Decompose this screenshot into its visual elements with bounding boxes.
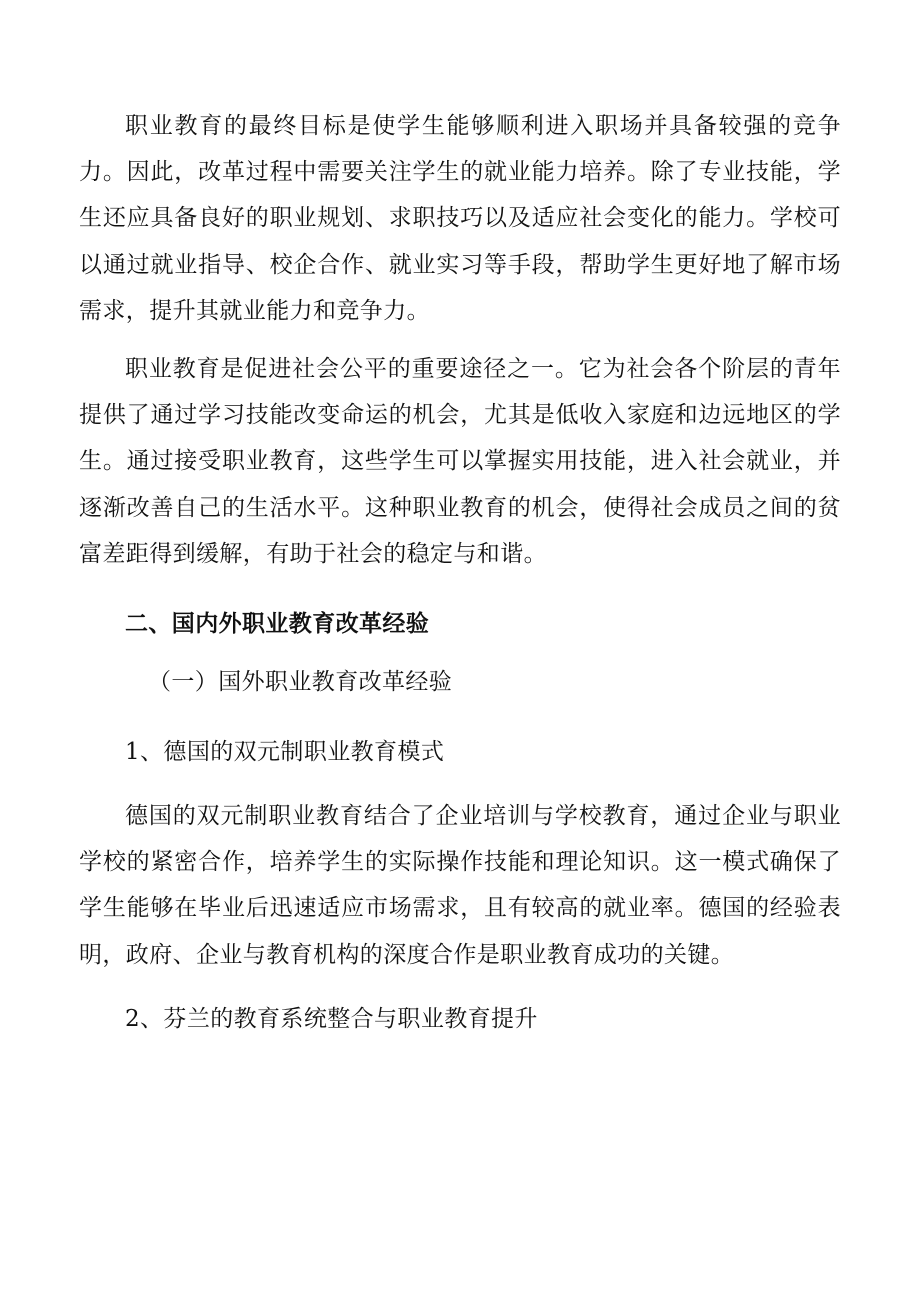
paragraph-germany-dual-system: 德国的双元制职业教育结合了企业培训与学校教育，通过企业与职业学校的紧密合作，培养学生的实际操作技能和理论知识。这一模式确保了学生能够在毕业后迅速适应市场需求，且有较高的就业率。德国的经验表明，政府、企业与教育机构的深度合作是职业教育成功的关键。 [79,803,841,968]
paragraph-social-equity: 职业教育是促进社会公平的重要途径之一。它为社会各个阶层的青年提供了通过学习技能改变命运的机会，尤其是低收入家庭和边远地区的学生。通过接受职业教育，这些学生可以掌握实用技能，进入社会就业，并逐渐改善自己的生活水平。这种职业教育的机会，使得社会成员之间的贫富差距得到缓解，有助于社会的稳定与和谐。 [79,356,841,567]
subsection-heading: （一）国外职业教育改革经验 [148,669,453,696]
section-heading: 二、国内外职业教育改革经验 [125,610,430,638]
item1-heading: 1、德国的双元制职业教育模式 [125,739,445,766]
item2-heading: 2、芬兰的教育系统整合与职业教育提升 [125,1005,538,1032]
document-body [79,103,841,1048]
paragraph-employment-ability: 职业教育的最终目标是使学生能够顺利进入职场并具备较强的竞争力。因此，改革过程中需要关注学生的就业能力培养。除了专业技能，学生还应具备良好的职业规划、求职技巧以及适应社会变化的能力。学校可以通过就业指导、校企合作、就业实习等手段，帮助学生更好地了解市场需求，提升其就业能力和竞争力。 [79,113,841,324]
